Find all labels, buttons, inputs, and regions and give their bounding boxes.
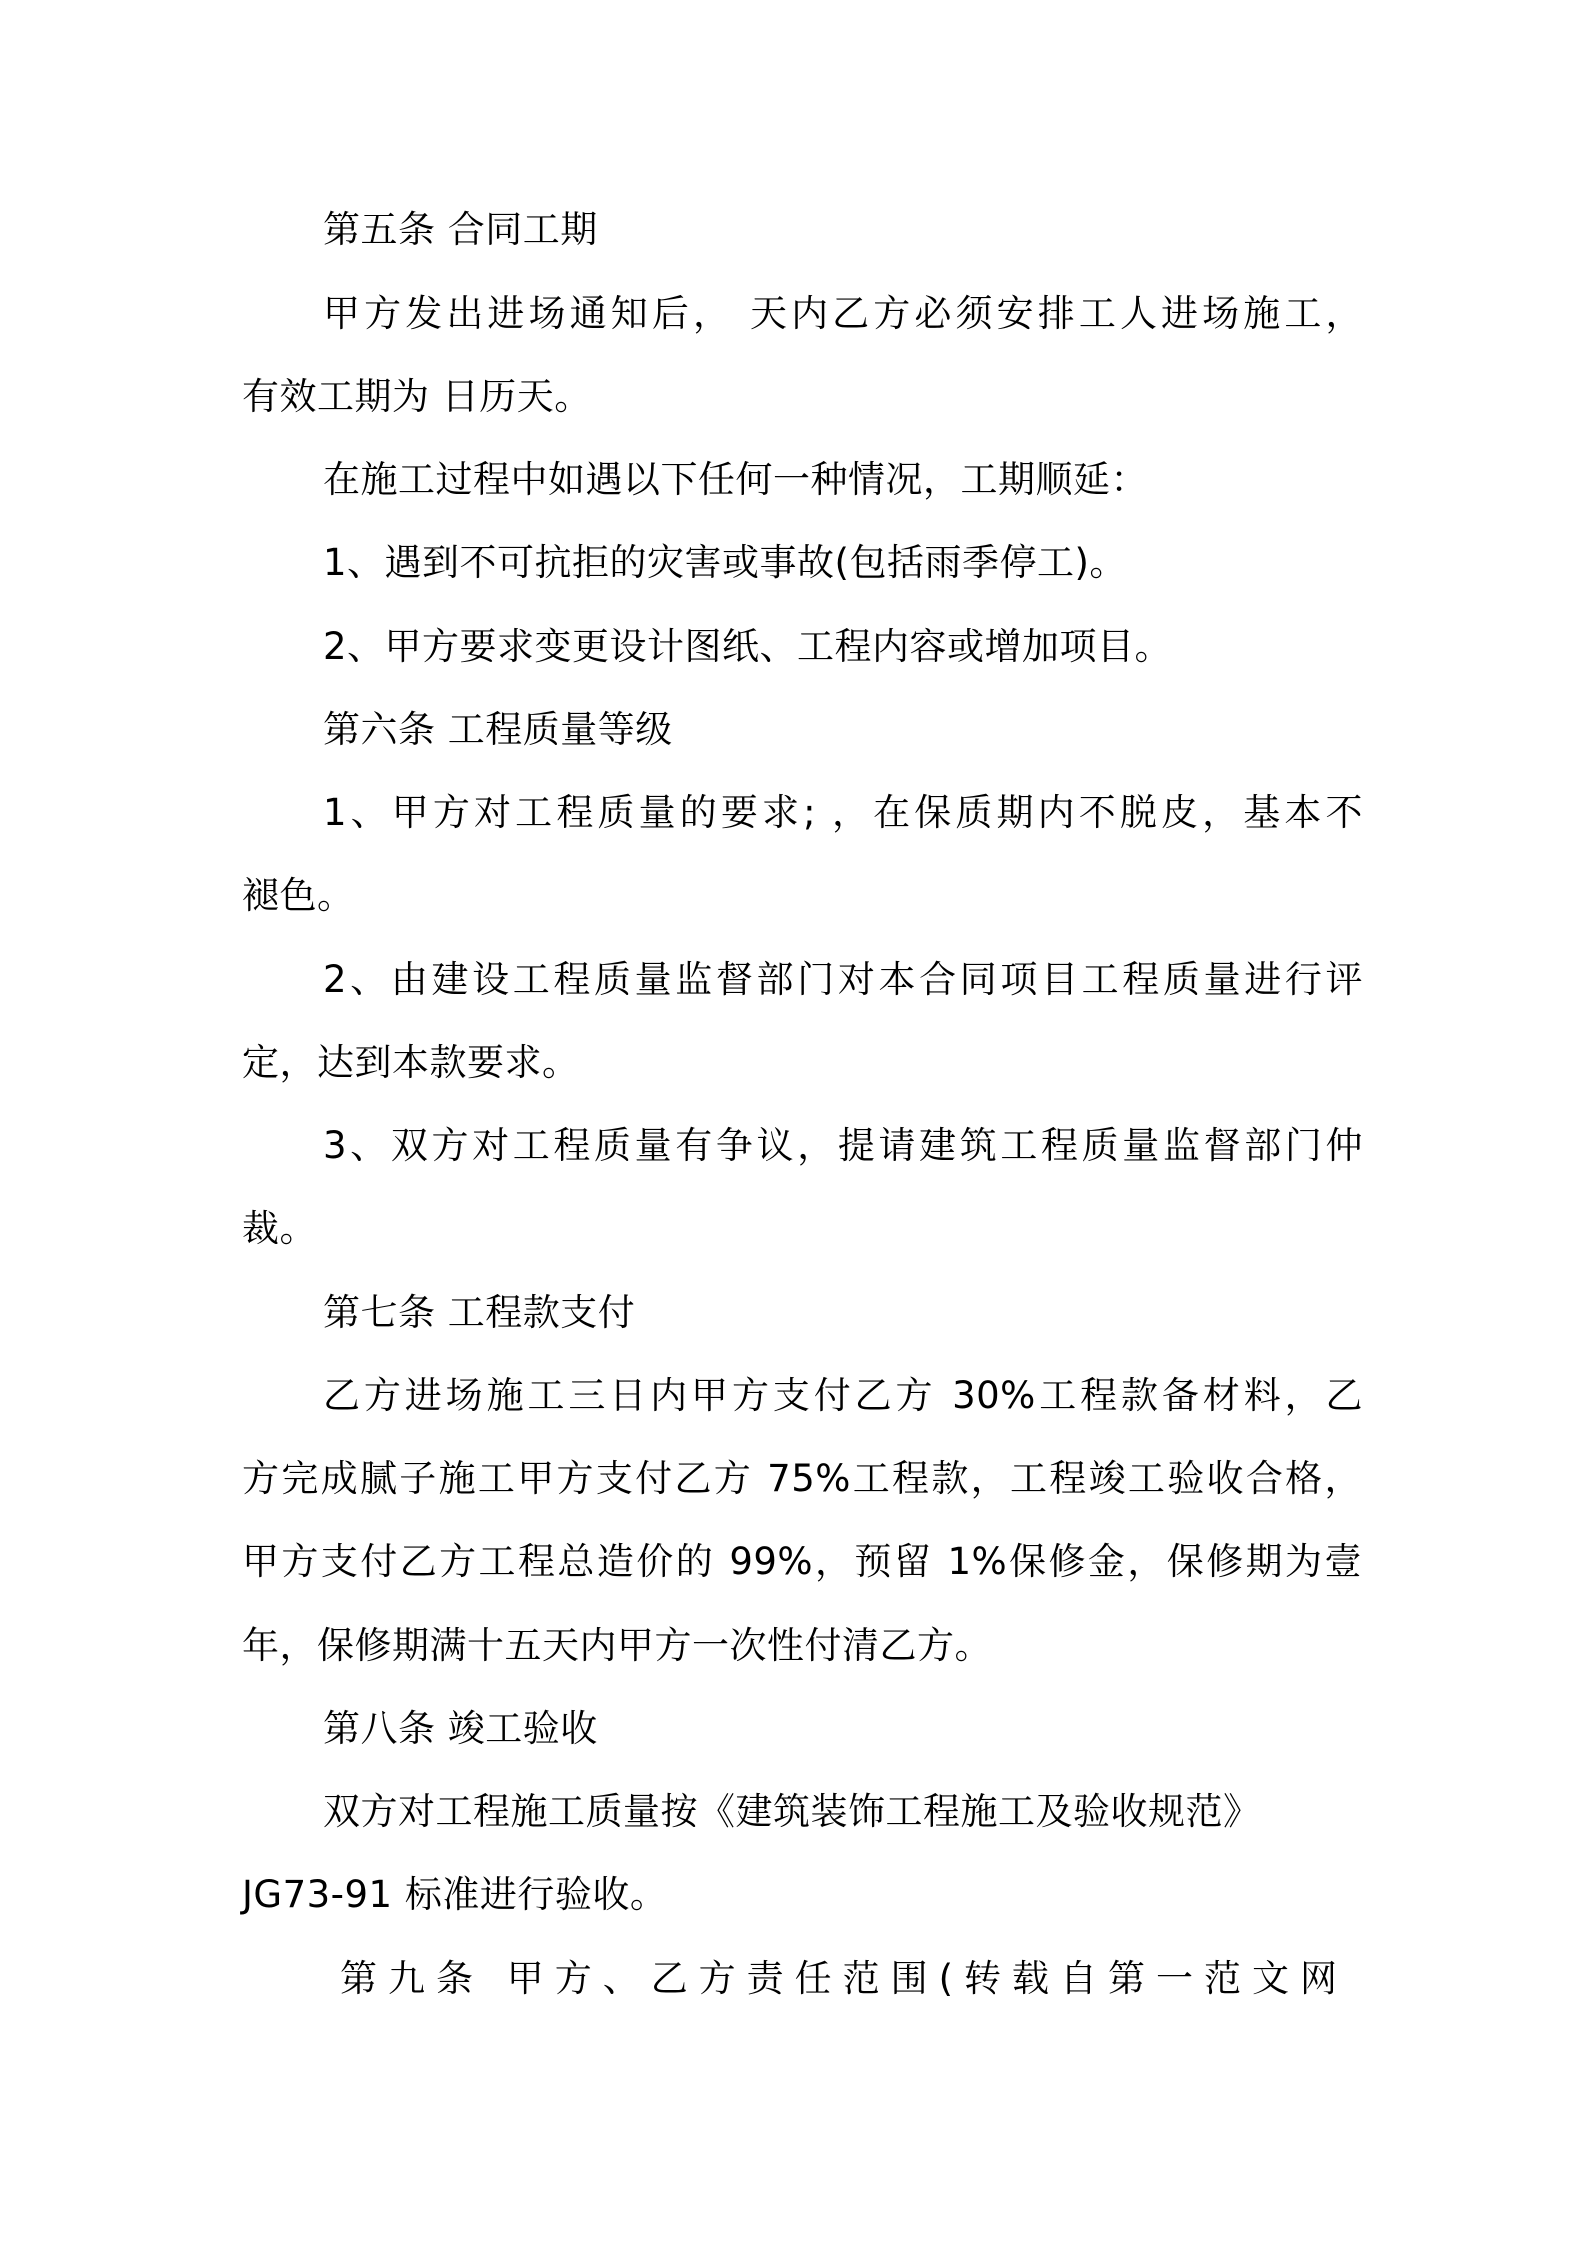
paragraph-line: 方完成腻子施工甲方支付乙方 75%工程款，工程竣工验收合格， (242, 1457, 1362, 1500)
list-item: 1、遇到不可抗拒的灾害或事故(包括雨季停工)。 (323, 541, 1127, 584)
paragraph-line: 年，保修期满十五天内甲方一次性付清乙方。 (242, 1624, 992, 1667)
paragraph-line: 定，达到本款要求。 (242, 1041, 580, 1084)
article-5-heading: 第五条 合同工期 (323, 208, 598, 251)
paragraph-line: 甲方支付乙方工程总造价的 99%，预留 1%保修金，保修期为壹 (242, 1540, 1362, 1583)
paragraph-line: 裁。 (242, 1207, 317, 1250)
paragraph-line: 甲方发出进场通知后， 天内乙方必须安排工人进场施工， (323, 292, 1363, 335)
article-6-heading: 第六条 工程质量等级 (323, 708, 673, 751)
paragraph-line: 褪色。 (242, 874, 355, 917)
paragraph-line: JG73-91 标准进行验收。 (242, 1873, 668, 1916)
article-8-heading: 第八条 竣工验收 (323, 1707, 598, 1750)
paragraph-line: 有效工期为 日历天。 (242, 375, 592, 418)
paragraph-line: 双方对工程施工质量按《建筑装饰工程施工及验收规范》 (323, 1790, 1261, 1833)
paragraph-line: 乙方进场施工三日内甲方支付乙方 30%工程款备材料，乙 (323, 1374, 1363, 1417)
article-9-heading: 第九条 甲方、乙方责任范围(转载自第一范文网 (340, 1957, 1345, 2000)
list-item: 2、由建设工程质量监督部门对本合同项目工程质量进行评 (323, 958, 1363, 1001)
article-7-heading: 第七条 工程款支付 (323, 1291, 636, 1334)
list-item: 1、甲方对工程质量的要求; ，在保质期内不脱皮，基本不 (323, 791, 1363, 834)
paragraph-line: 在施工过程中如遇以下任何一种情况，工期顺延： (323, 458, 1148, 501)
list-item: 2、甲方要求变更设计图纸、工程内容或增加项目。 (323, 625, 1173, 668)
list-item: 3、双方对工程质量有争议，提请建筑工程质量监督部门仲 (323, 1124, 1363, 1167)
